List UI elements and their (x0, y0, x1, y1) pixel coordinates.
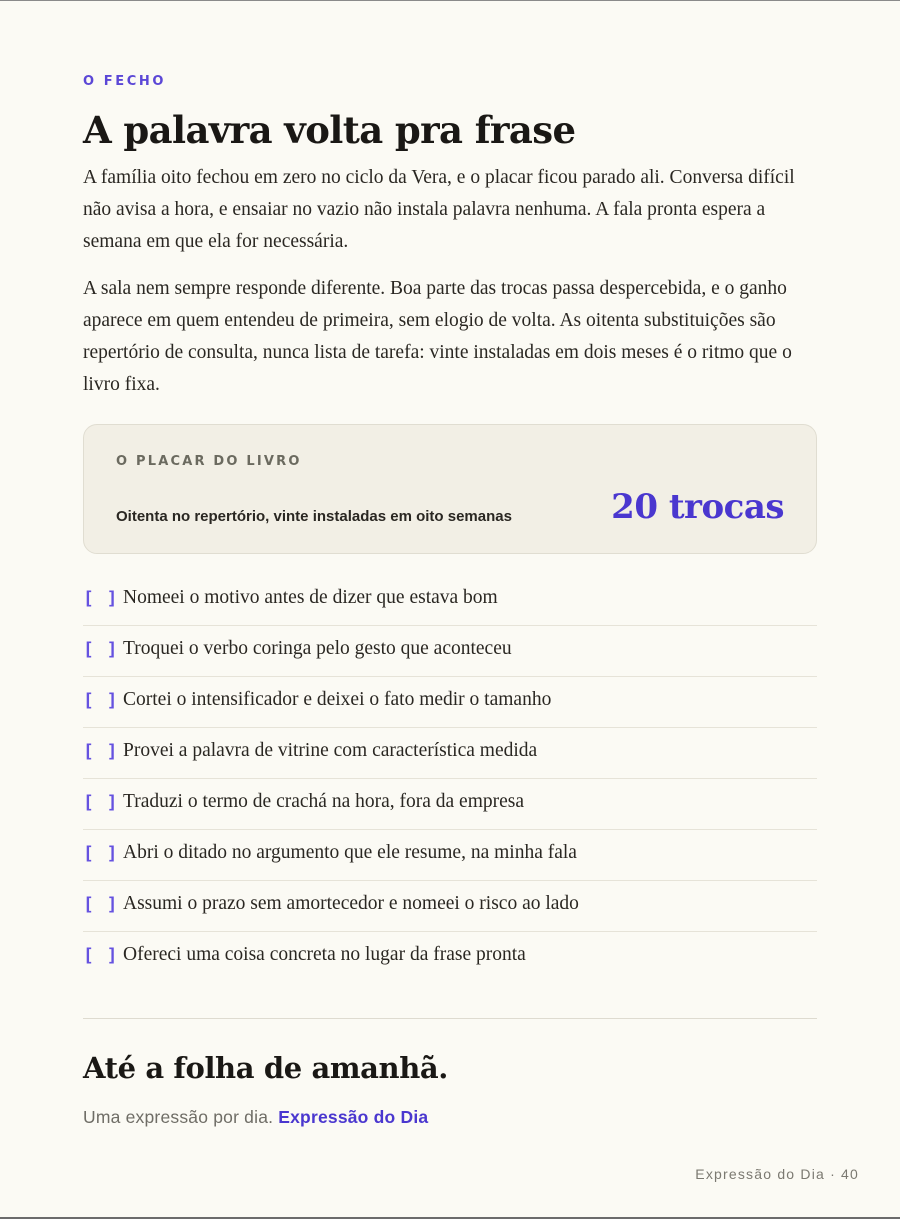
checklist-item (83, 677, 817, 728)
checklist-item-label: Troquei o verbo coringa pelo gesto que aconteceu (123, 638, 512, 659)
signoff-heading: Até a folha de amanhã. (83, 1051, 448, 1085)
paragraph-2: A sala nem sempre responde diferente. Boa parte das trocas passa despercebida, e o ganho aparece em quem entendeu de primeira, sem elogio de volta. As oitenta substituições são repertório de consulta, nunca lista de tarefa: vinte instaladas em dois meses é o ritmo que o livro fixa. (83, 278, 792, 395)
checklist-item-label: Assumi o prazo sem amortecedor e nomeei o risco ao lado (123, 893, 579, 914)
checkbox[interactable]: [ ] (83, 690, 119, 711)
checklist-item (83, 881, 817, 932)
checkbox[interactable]: [ ] (83, 741, 119, 762)
checkbox[interactable]: [ ] (83, 843, 119, 864)
checklist-item-label: Cortei o intensificador e deixei o fato medir o tamanho (123, 689, 552, 710)
checklist-item (83, 932, 817, 982)
checkbox[interactable]: [ ] (83, 792, 119, 813)
paragraph-1: A família oito fechou em zero no ciclo da Vera, e o placar ficou parado ali. Conversa difícil não avisa a hora, e ensaiar no vazio não instala palavra nenhuma. A fala pronta espera a semana em que ela for necessária. (83, 167, 795, 252)
page-footer: Expressão do Dia · 40 (695, 1166, 859, 1182)
checklist (83, 575, 817, 982)
checklist-item-label: Ofereci uma coisa concreta no lugar da frase pronta (123, 944, 526, 965)
checklist-item-label: Abri o ditado no argumento que ele resume, na minha fala (123, 842, 577, 863)
top-border (0, 0, 900, 1)
checklist-item-label: Traduzi o termo de crachá na hora, fora da empresa (123, 791, 525, 812)
checkbox[interactable]: [ ] (83, 945, 119, 966)
tagline (83, 1107, 428, 1128)
checkbox[interactable]: [ ] (83, 894, 119, 915)
tagline-text: Uma expressão por dia. (83, 1107, 274, 1127)
checklist-item (83, 779, 817, 830)
brand-link[interactable]: Expressão do Dia (278, 1107, 429, 1127)
scoreboard-value: 20 trocas (611, 487, 784, 527)
checklist-item-label: Nomeei o motivo antes de dizer que estava bom (123, 587, 498, 608)
scoreboard-card (83, 424, 817, 554)
checklist-item (83, 626, 817, 677)
section-divider (83, 1018, 817, 1019)
checklist-item (83, 830, 817, 881)
checkbox[interactable]: [ ] (83, 588, 119, 609)
checkbox[interactable]: [ ] (83, 639, 119, 660)
page-title: A palavra volta pra frase (83, 108, 576, 152)
checklist-item-label: Provei a palavra de vitrine com característica medida (123, 740, 538, 761)
scoreboard-label: O PLACAR DO LIVRO (116, 454, 302, 469)
checklist-item (83, 728, 817, 779)
checklist-item (83, 575, 817, 626)
section-kicker: O FECHO (83, 74, 167, 89)
scoreboard-description: Oitenta no repertório, vinte instaladas em oito semanas (116, 508, 512, 525)
